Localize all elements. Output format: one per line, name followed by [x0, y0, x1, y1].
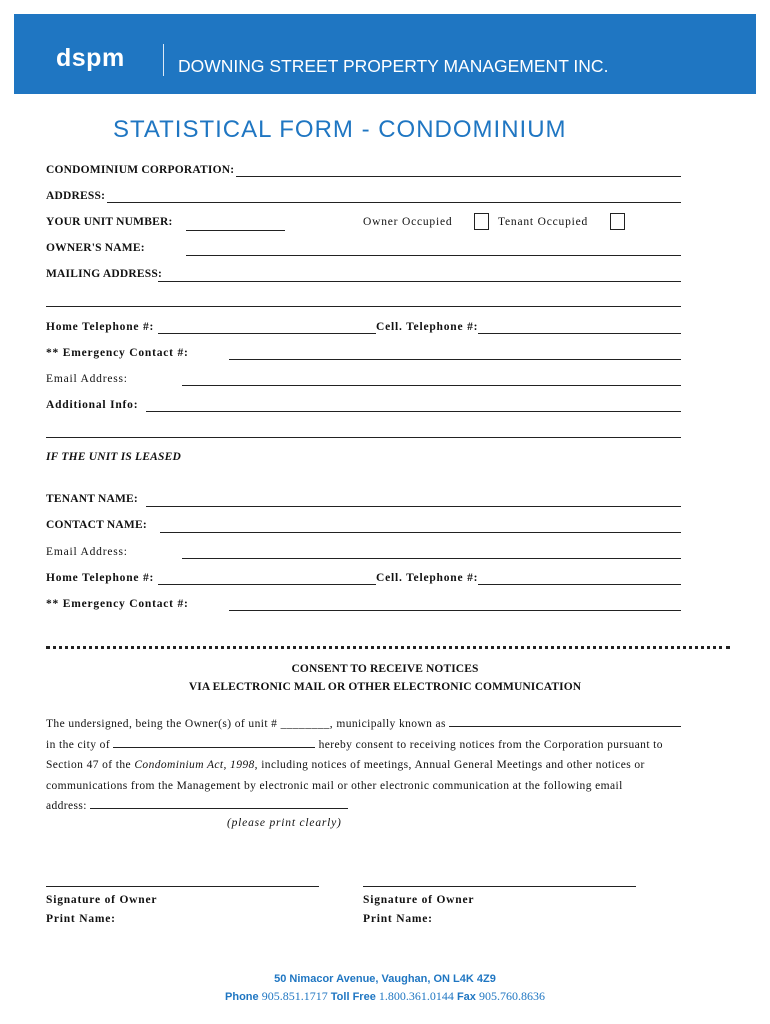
municipal-address-field[interactable]	[449, 715, 681, 727]
signature-line-2[interactable]	[363, 886, 636, 887]
print-name-label-2: Print Name:	[363, 913, 433, 925]
leased-heading: IF THE UNIT IS LEASED	[46, 451, 181, 463]
tenant-home-phone-label: Home Telephone #:	[46, 572, 155, 584]
tenant-emergency-label: ** Emergency Contact #:	[46, 598, 189, 610]
signature-line-1[interactable]	[46, 886, 319, 887]
tenant-cell-phone-label: Cell. Telephone #:	[376, 572, 479, 584]
fax-label: Fax	[456, 991, 476, 1003]
tenant-email-label: Email Address:	[46, 546, 128, 558]
consent-text: hereby consent to receiving notices from the Corporation pursuant to	[318, 738, 663, 751]
tenant-name-field[interactable]	[146, 506, 681, 507]
section-divider	[46, 646, 730, 649]
owners-name-field[interactable]	[186, 255, 681, 256]
emergency-contact-field[interactable]	[229, 359, 681, 360]
signature-label-2: Signature of Owner	[363, 894, 475, 906]
consent-text: communications from the Management by electronic mail or other electronic communication at the following email	[46, 779, 623, 792]
footer-contacts	[0, 989, 770, 1004]
address-label: ADDRESS:	[46, 190, 106, 202]
owners-name-label: OWNER'S NAME:	[46, 242, 145, 254]
consent-heading-line1: CONSENT TO RECEIVE NOTICES	[291, 663, 479, 675]
consent-text: The undersigned, being the Owner(s) of unit # ________, municipally known as	[46, 718, 446, 730]
consent-email-field[interactable]	[90, 797, 348, 809]
company-logo: dspm	[56, 44, 125, 72]
condo-corp-label: CONDOMINIUM CORPORATION:	[46, 164, 235, 176]
condo-corp-field[interactable]	[236, 176, 681, 177]
print-clearly-note: (please print clearly)	[227, 817, 342, 829]
act-name: Condominium Act, 1998	[134, 759, 255, 771]
tenant-name-label: TENANT NAME:	[46, 493, 138, 505]
signature-label-1: Signature of Owner	[46, 894, 158, 906]
fax-number: 905.760.8636	[478, 989, 545, 1003]
tenant-home-phone-field[interactable]	[158, 584, 376, 585]
mailing-address-field[interactable]	[158, 281, 681, 282]
phone-label: Phone	[225, 991, 259, 1003]
form-title: STATISTICAL FORM - CONDOMINIUM	[113, 116, 567, 143]
contact-name-field[interactable]	[160, 532, 681, 533]
footer-address: 50 Nimacor Avenue, Vaughan, ON L4K 4Z9	[274, 973, 496, 985]
additional-info-label: Additional Info:	[46, 399, 139, 411]
tollfree-number: 1.800.361.0144	[378, 989, 454, 1003]
consent-line-1	[46, 714, 728, 735]
home-phone-label: Home Telephone #:	[46, 321, 155, 333]
consent-text: Section 47 of the	[46, 759, 132, 771]
cell-phone-label: Cell. Telephone #:	[376, 321, 479, 333]
cell-phone-field[interactable]	[478, 333, 681, 334]
consent-line-3	[46, 755, 728, 776]
email-field[interactable]	[182, 385, 681, 386]
tenant-occupied-checkbox[interactable]	[610, 213, 625, 230]
mailing-address-field-line2[interactable]	[46, 306, 681, 307]
consent-line-2	[46, 735, 728, 756]
unit-number-field[interactable]	[186, 230, 285, 231]
tenant-emergency-field[interactable]	[229, 610, 681, 611]
address-field[interactable]	[107, 202, 681, 203]
consent-line-5	[46, 796, 728, 817]
phone-number: 905.851.1717	[261, 989, 328, 1003]
consent-paragraph	[46, 714, 728, 817]
consent-text: , including notices of meetings, Annual General Meetings and other notices or	[254, 759, 645, 771]
owner-occupied-checkbox[interactable]	[474, 213, 489, 230]
company-name: DOWNING STREET PROPERTY MANAGEMENT INC.	[178, 56, 609, 76]
consent-text: in the city of	[46, 738, 111, 751]
owner-occupied-label: Owner Occupied	[363, 216, 453, 228]
consent-heading-line2: VIA ELECTRONIC MAIL OR OTHER ELECTRONIC COMMUNICATION	[188, 681, 582, 693]
logo-divider	[163, 44, 164, 76]
mailing-address-label: MAILING ADDRESS:	[46, 268, 162, 280]
emergency-contact-label: ** Emergency Contact #:	[46, 347, 189, 359]
tollfree-label: Toll Free	[330, 991, 376, 1003]
email-label: Email Address:	[46, 373, 128, 385]
consent-text: address:	[46, 800, 87, 812]
consent-line-4	[46, 776, 728, 797]
tenant-occupied-label: Tenant Occupied	[498, 216, 589, 228]
unit-number-label: YOUR UNIT NUMBER:	[46, 216, 173, 228]
header-banner	[14, 14, 756, 94]
tenant-cell-phone-field[interactable]	[478, 584, 681, 585]
contact-name-label: CONTACT NAME:	[46, 519, 147, 531]
tenant-email-field[interactable]	[182, 558, 681, 559]
additional-info-field[interactable]	[146, 411, 681, 412]
print-name-label-1: Print Name:	[46, 913, 116, 925]
city-field[interactable]	[113, 736, 315, 748]
additional-info-field-line2[interactable]	[46, 437, 681, 438]
home-phone-field[interactable]	[158, 333, 376, 334]
